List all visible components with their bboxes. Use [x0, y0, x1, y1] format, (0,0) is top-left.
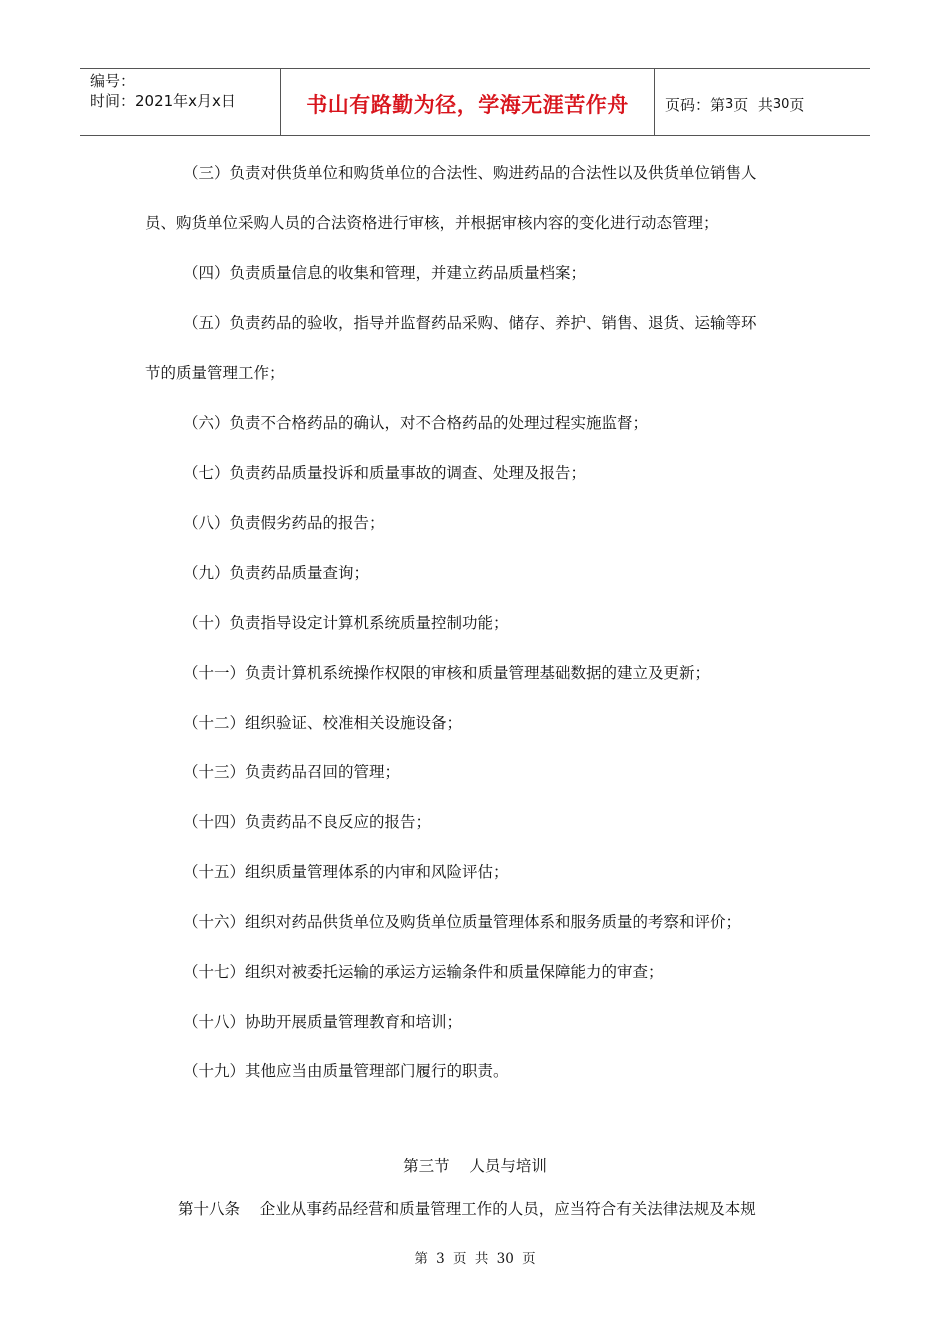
paragraph-line: （九）负责药品质量查询；: [183, 564, 370, 582]
page-header: [80, 68, 870, 136]
paragraph-line: （十五）组织质量管理体系的内审和风险评估；: [183, 863, 509, 881]
header-slogan-cell: [281, 69, 655, 135]
paragraph-line: （十三）负责药品召回的管理；: [183, 763, 401, 781]
paragraph-line: 节的质量管理工作；: [145, 364, 285, 382]
paragraph-line: （十七）组织对被委托运输的承运方运输条件和质量保障能力的审查；: [183, 963, 664, 981]
slogan-text: 书山有路勤为径，学海无涯苦作舟: [306, 93, 629, 117]
paragraph-line: （三）负责对供货单位和购货单位的合法性、购进药品的合法性以及供货单位销售人: [183, 164, 757, 182]
paragraph-line: （六）负责不合格药品的确认，对不合格药品的处理过程实施监督；: [183, 414, 649, 432]
paragraph-line: （十八）协助开展质量管理教育和培训；: [183, 1013, 463, 1031]
paragraph-line: （八）负责假劣药品的报告；: [183, 514, 385, 532]
header-meta-cell: [80, 69, 281, 135]
article-line: 第十八条 企业从事药品经营和质量管理工作的人员，应当符合有关法律法规及本规: [178, 1200, 756, 1218]
page-label-suffix: 页: [789, 95, 805, 114]
page-total: 30: [772, 96, 790, 112]
paragraph-line: （五）负责药品的验收，指导并监督药品采购、储存、养护、销售、退货、运输等环: [183, 314, 757, 332]
paragraph-line: （十）负责指导设定计算机系统质量控制功能；: [183, 614, 509, 632]
section-title: 第三节 人员与培训: [403, 1157, 547, 1175]
paragraph-line: （十一）负责计算机系统操作权限的审核和质量管理基础数据的建立及更新；: [183, 664, 711, 682]
paragraph-line: （十四）负责药品不良反应的报告；: [183, 813, 432, 831]
page-footer: 第 3 页 共 30 页: [414, 1251, 536, 1267]
paragraph-line: （十二）组织验证、校准相关设施设备；: [183, 714, 463, 732]
page-current: 3: [725, 96, 734, 112]
paragraph-line: （十六）组织对药品供货单位及购货单位质量管理体系和服务质量的考察和评价；: [183, 913, 742, 931]
page-label-prefix: 页码：第: [665, 95, 726, 114]
paragraph-line: （四）负责质量信息的收集和管理，并建立药品质量档案；: [183, 264, 587, 282]
paragraph-line: 员、购货单位采购人员的合法资格进行审核，并根据审核内容的变化进行动态管理；: [145, 214, 719, 232]
paragraph-line: （十九）其他应当由质量管理部门履行的职责。: [183, 1062, 509, 1080]
doc-number-label: 编号：: [90, 72, 136, 90]
page-label-mid: 页 共: [733, 95, 773, 114]
time-label: 时间：2021年x月x日: [90, 92, 236, 110]
paragraph-line: （七）负责药品质量投诉和质量事故的调查、处理及报告；: [183, 464, 587, 482]
header-page-cell: [655, 69, 870, 135]
